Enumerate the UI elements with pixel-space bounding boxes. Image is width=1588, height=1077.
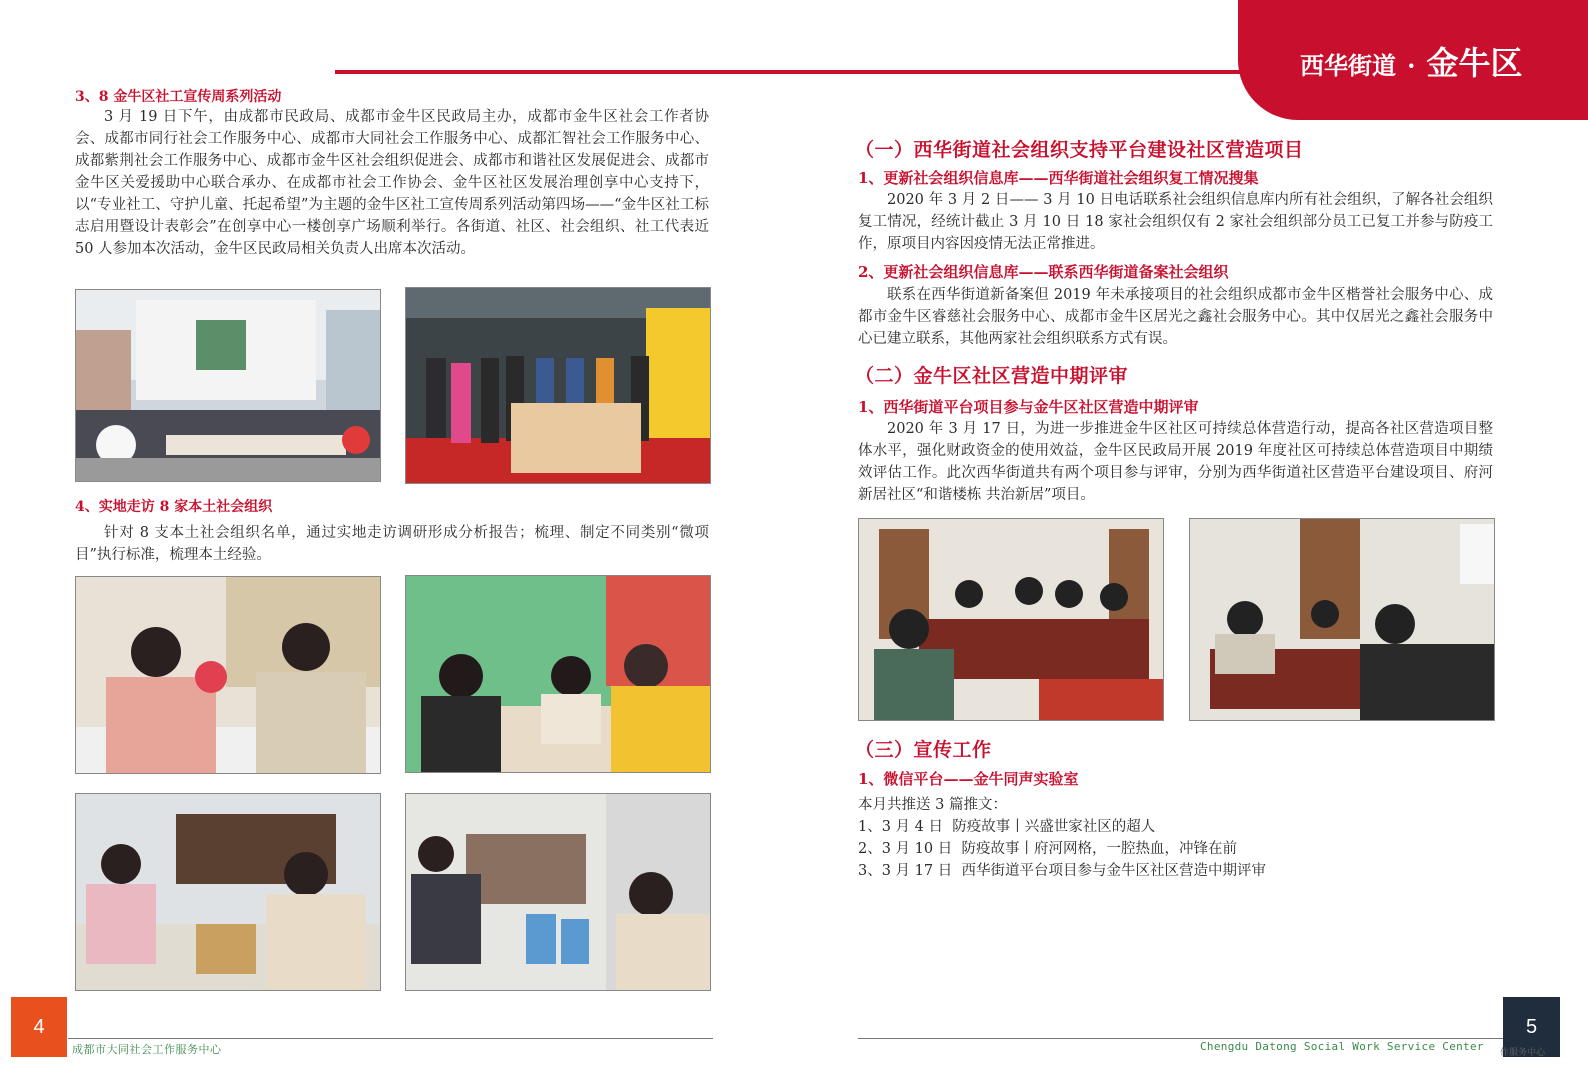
photo-review-2	[1189, 518, 1495, 721]
left-section4-title: 4、实地走访 8 家本土社会组织	[75, 499, 273, 515]
footer-left-org: 成都市大同社会工作服务中心	[72, 1043, 222, 1056]
footer-left-rule	[68, 1038, 713, 1039]
photo-visit-1	[75, 576, 381, 774]
right-section1-sub1: 1、更新社会组织信息库——西华街道社会组织复工情况搜集	[858, 169, 1259, 187]
right-section3-intro: 本月共推送 3 篇推文：	[858, 797, 1007, 813]
photo-outdoor-group	[75, 289, 381, 482]
right-section1-para1: 2020 年 3 月 2 日—— 3 月 10 日电话联系社会组织信息库内所有社会组织，了解各社会组织复工情况，经统计截止 3 月 10 日 18 家社会组织仅有 2 家社会组织部分员工已复工并参与防疫工作，原项目内容因疫情无法正常推进。	[858, 192, 1493, 252]
header-rule	[335, 70, 1240, 74]
photo-visit-2	[405, 575, 711, 773]
right-section1-title: （一）西华街道社会组织支持平台建设社区营造项目	[855, 139, 1304, 161]
brand-prefix: 西华街道	[1300, 51, 1396, 80]
right-section3-sub1: 1、微信平台——金牛同声实验室	[858, 770, 1079, 788]
right-section2-title: （二）金牛区社区营造中期评审	[855, 365, 1129, 387]
photo-stage-ceremony	[405, 287, 711, 484]
article-list-item-2: 2、3 月 10 日 防疫故事丨府河网格，一腔热血，冲锋在前	[858, 841, 1237, 857]
page-number-left-badge	[11, 997, 67, 1057]
right-section2-sub1: 1、西华街道平台项目参与金牛区社区营造中期评审	[858, 398, 1199, 416]
photo-visit-4	[405, 793, 711, 991]
page-number-left: 4	[33, 1015, 45, 1038]
footer-right-org: Chengdu Datong Social Work Service Center	[1200, 1040, 1484, 1053]
article-list-item-3: 3、3 月 17 日 西华街道平台项目参与金牛区社区营造中期评审	[858, 863, 1266, 879]
footer-right-clipped-org: 作服务中心	[1500, 1048, 1546, 1058]
left-section4-paragraph: 针对 8 支本土社会组织名单，通过实地走访调研形成分析报告；梳理、制定不同类别“微项目”执行标准，梳理本土经验。	[75, 525, 709, 563]
left-section3-title: 3、8 金牛区社工宣传周系列活动	[75, 89, 282, 105]
article-list-item-1: 1、3 月 4 日 防疫故事丨兴盛世家社区的超人	[858, 819, 1156, 835]
right-section1-sub2: 2、更新社会组织信息库——联系西华街道备案社会组织	[858, 263, 1229, 281]
right-section3-title: （三）宣传工作	[855, 739, 992, 761]
brand-dot: ·	[1407, 51, 1416, 80]
footer-right-rule	[858, 1038, 1503, 1039]
photo-review-1	[858, 518, 1164, 721]
brand-tab	[1238, 0, 1588, 120]
page-number-right: 5	[1525, 1015, 1538, 1038]
left-section3-paragraph: 3 月 19 日下午，由成都市民政局、成都市金牛区民政局主办，成都市金牛区社会工作者协会、成都市同行社会工作服务中心、成都市大同社会工作服务中心、成都汇智社会工作服务中心、成都紫荆社会工作服务中心、成都市金牛区社会组织促进会、成都市和谐社区发展促进会、成都市金牛区关爱援助中心联合承办、在成都市社会工作协会、金牛区社区发展治理创享中心支持下，以“专业社工、守护儿童、托起希望”为主题的金牛区社工宣传周系列活动第四场——“金牛区社工标志启用暨设计表彰会”在创享中心一楼创享广场顺利举行。各街道、社区、社会组织、社工代表近 50 人参加本次活动，金牛区民政局相关负责人出席本次活动。	[75, 109, 709, 257]
right-section2-para1: 2020 年 3 月 17 日，为进一步推进金牛区社区可持续总体营造行动，提高各社区营造项目整体水平，强化财政资金的使用效益，金牛区民政局开展 2019 年度社区可持续总体营造项目中期绩效评估工作。此次西华街道共有两个项目参与评审，分别为西华街道社区营造平台建设项目、府河新居社区“和谐楼栋 共治新居”项目。	[858, 421, 1493, 503]
right-section1-para2: 联系在西华街道新备案但 2019 年未承接项目的社会组织成都市金牛区楷誉社会服务中心、成都市金牛区睿慈社会服务中心、成都市金牛区居光之鑫社会服务中心。其中仅居光之鑫社会服务中心已建立联系，其他两家社会组织联系方式有误。	[858, 287, 1493, 347]
brand-main: 金牛区	[1426, 44, 1523, 82]
photo-visit-3	[75, 793, 381, 991]
